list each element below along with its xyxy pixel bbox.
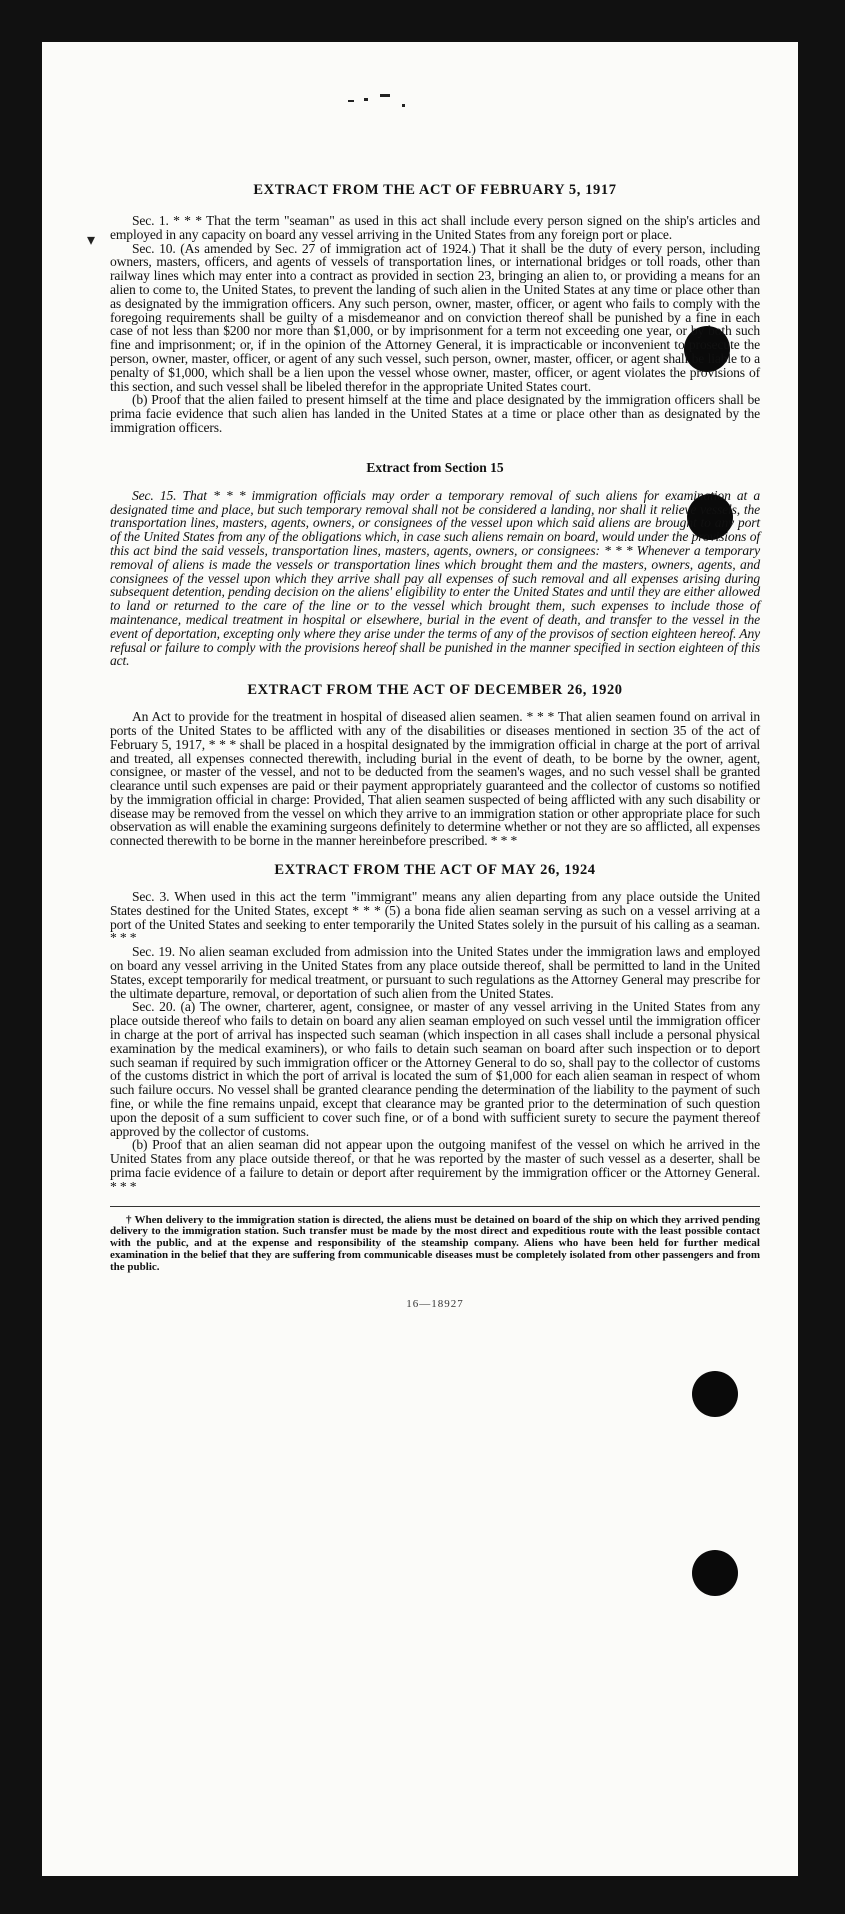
section-heading-feb-1917: EXTRACT FROM THE ACT OF FEBRUARY 5, 1917 [253,182,617,198]
speck [348,100,354,102]
paragraph-sec-19: Sec. 19. No alien seaman excluded from admission into the United States under the immigration laws and employed on board any vessel arriving in the United States from any place outside thereof, shall be permitted to land in the United States, except temporarily for medical treatment, or pursuant to such regulations as the Attorney General may prescribe for the ultimate departure, removal, or deportation of such alien from the United States. [110,944,760,1001]
punch-hole [692,1371,738,1417]
footnote: † When delivery to the immigration station is directed, the aliens must be detained on board of the ship on which they arrived pending delivery to the immigration station. Such transfer must be made by the most direct and expeditious route with the least possible contact with the public, and at the expense and responsibility of the steamship company. Aliens who have been held for further medical examination in the belief that they are suffering from communicable diseases must be completely isolated from other passengers and from the public. [110,1213,760,1273]
document-page [42,42,798,1876]
punch-hole [692,1550,738,1596]
paragraph-sec-20-a: Sec. 20. (a) The owner, charterer, agent, consignee, or master of any vessel arriving in the United States from any place outside thereof who fails to detain on board any alien seaman employed on such vessel until the immigration officer in charge at the port of arrival has inspected such seaman (which inspection in all cases shall include a personal physical examination by the medical examiners), or who fails to detain such seaman on board after such inspection or to deport such seaman if required by such immigration officer or the Attorney General to do so, shall pay to the collector of customs of the customs district in which the port of arrival is located the sum of $1,000 for each alien seaman in respect of whom such failure occurs. No vessel shall be granted clearance pending the determination of the liability to the payment of such fine, or while the fine remains unpaid, except that clearance may be granted prior to the determination of such question upon the deposit of a sum sufficient to cover such fine, or of a bond with sufficient surety to secure the payment thereof approved by the collector of customs. [110,999,760,1139]
document-body [110,180,760,1310]
section-heading-dec-1920: EXTRACT FROM THE ACT OF DECEMBER 26, 1920 [247,682,623,699]
paragraph-sec-10-b: (b) Proof that the alien failed to present himself at the time and place designated by the immigration officers shall be prima facie evidence that such alien has landed in the United States at a time or place other than as designated by the immigration officers. [110,392,760,435]
paragraph-sec-15: Sec. 15. That * * * immigration officials may order a temporary removal of such aliens for examination at a designated time and place, but such temporary removal shall not be considered a landing, nor shall it relieve vessels, the transportation lines, masters, agents, owners, or consignees of the vessel upon which said aliens are brought to any port of the United States from any of the obligations which, in case such aliens remain on board, would under the provisions of this act bind the said vessels, transportation lines, masters, agents, owners, or consignees: * * * Whenever a temporary removal of aliens is made the vessels or transportation lines which brought them and the masters, owners, agents, and consignees of the vessel upon which they arrive shall pay all expenses of such removal and all expenses arising during subsequent detention, pending decision on the aliens' eligibility to enter the United States and until they are either allowed to land or returned to the care of the line or to the vessel which brought them, such expenses to include those of maintenance, medical treatment in hospital or elsewhere, burial in the event of death, and transfer to the vessel in the event of deportation, excepting only where they arise under the terms of any of the provisos of section eighteen hereof. Any refusal or failure to comply with the provisions hereof shall be punished in the manner specified in section eighteen of this act. [110,487,760,669]
speck [364,98,368,101]
paragraph-sec-20-b: (b) Proof that an alien seaman did not appear upon the outgoing manifest of the vessel on which he arrived in the United States from any place outside thereof, or that he was reported by the master of such vessel as a deserter, shall be prima facie evidence of a failure to detain or deport after requirement by the immigration officer or the Attorney General. * * * [110,1137,760,1194]
speck [402,104,405,107]
paragraph-act-dec-1920: An Act to provide for the treatment in hospital of diseased alien seamen. * * * That alien seamen found on arrival in ports of the United States to be afflicted with any of the disabilities or diseases mentioned in section 35 of the act of February 5, 1917, * * * shall be placed in a hospital designated by the immigration official in charge at the port of arrival and treated, all expenses connected therewith, including burial in the event of death, to be borne by the owner, agent, consignee, or master of the vessel, and not to be deducted from the seamen's wages, and no such vessel shall be granted clearance until such expenses are paid or their payment appropriately guaranteed and the collector of customs so notified by the immigration official in charge: Provided, That alien seamen suspected of being afflicted with any such disability or disease may be removed from the vessel on which they arrive to an immigration station or other appropriate place for such observation as will enable the examining surgeons definitely to determine whether or not they are so afflicted, all expenses connected therewith to be borne in the manner hereinbefore prescribed. * * * [110,709,760,849]
section-heading-may-1924: EXTRACT FROM THE ACT OF MAY 26, 1924 [274,862,596,879]
paragraph-sec-3: Sec. 3. When used in this act the term "immigrant" means any alien departing from any place outside the United States destined for the United States, except * * * (5) a bona fide alien seaman serving as such on a vessel arriving at a port of the United States and seeking to enter temporarily the United States solely in the pursuit of his calling as a seaman. * * * [110,889,760,946]
footnote-divider [110,1206,760,1207]
speck [380,94,390,97]
section-heading-sec-15: Extract from Section 15 [366,459,504,475]
paragraph-sec-1: Sec. 1. * * * That the term "seaman" as used in this act shall include every person signed on the ship's articles and employed in any capacity on board any vessel arriving in the United States from any foreign port or place. [110,213,760,242]
document-number: 16—18927 [406,1297,464,1310]
margin-mark: ▾ [87,232,96,249]
paragraph-sec-10: Sec. 10. (As amended by Sec. 27 of immigration act of 1924.) That it shall be the duty of every person, including owners, masters, officers, and agents of vessels of transportation lines, or international bridges or toll roads, other than railway lines which may enter into a contract as provided in section 23, bringing an alien to, or providing a means for an alien to come to, the United States, to prevent the landing of such alien in the United States at any time or place other than as designated by the immigration officers. Any such person, owner, master, officer, or agent who fails to comply with the foregoing requirements shall be guilty of a misdemeanor and on conviction thereof shall be punished by a fine in each case of not less than $200 nor more than $1,000, or by imprisonment for a term not exceeding one year, or by both such fine and imprisonment; or, if in the opinion of the Attorney General, it is impracticable or inconvenient to prosecute the person, owner, master, officer, or agent of any such vessel, such person, owner, master, officer, or agent shall be liable to a penalty of $1,000, which shall be a lien upon the vessel whose owner, master, officer, or agent violates the provisions of this section, and such vessel shall be libeled therefor in the appropriate United States court. [110,240,760,394]
